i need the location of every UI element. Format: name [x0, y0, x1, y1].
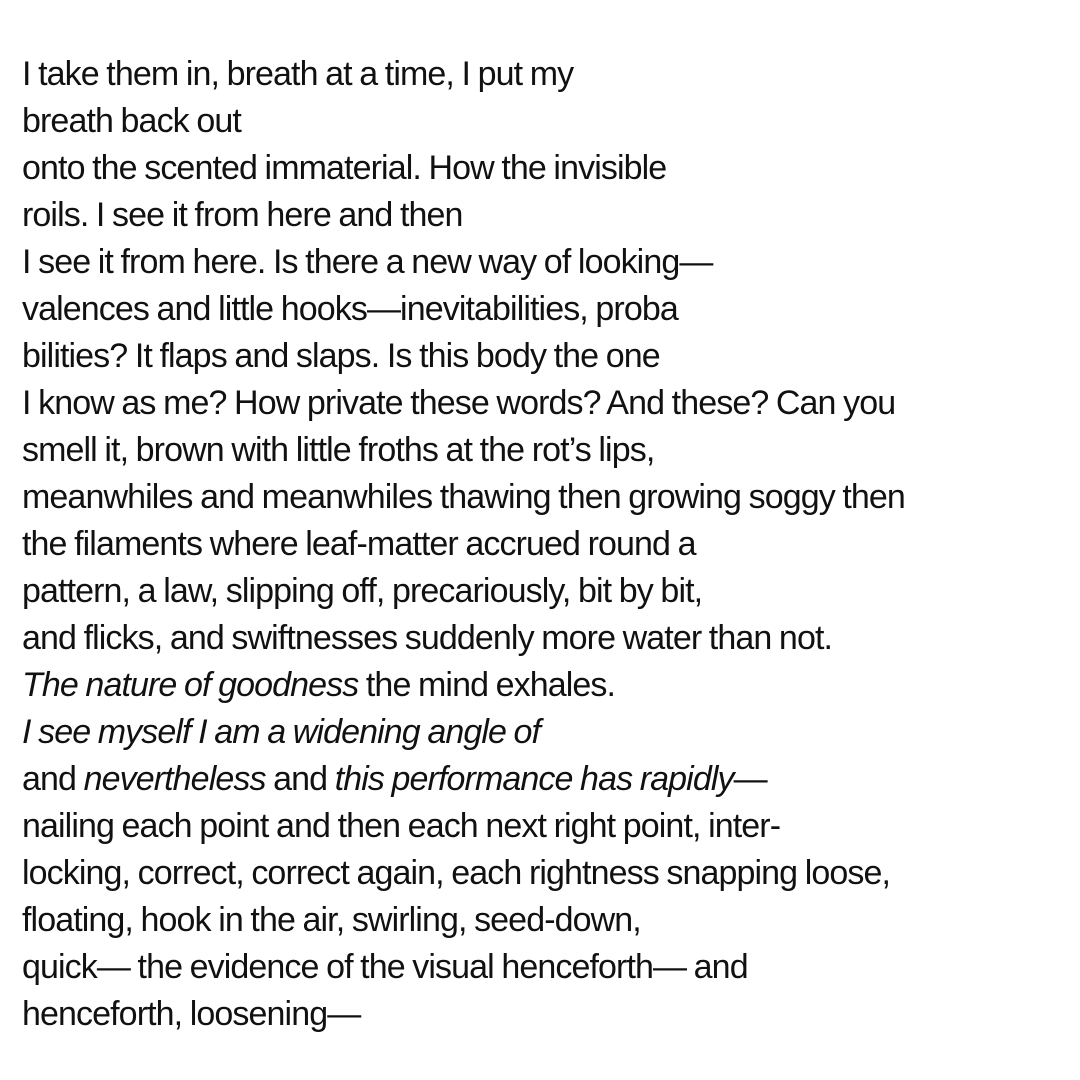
poem-line — [22, 756, 1072, 803]
poem-line — [22, 98, 1072, 145]
poem-segment: quick— the evidence of the visual henceforth— and — [22, 948, 748, 986]
poem-segment: pattern, a law, slipping off, precariously, bit by bit, — [22, 572, 703, 610]
poem-line — [22, 709, 1072, 756]
poem-line — [22, 239, 1072, 286]
poem-text — [22, 51, 1072, 1038]
poem-line — [22, 521, 1072, 568]
poem-line — [22, 333, 1072, 380]
poem-line — [22, 897, 1072, 944]
poem-line — [22, 662, 1072, 709]
poem-line — [22, 380, 1072, 427]
poem-line — [22, 568, 1072, 615]
poem-segment: smell it, brown with little froths at the rot’s lips, — [22, 431, 655, 469]
poem-segment: breath back out — [22, 102, 241, 140]
poem-segment: and — [22, 760, 84, 798]
poem-line — [22, 192, 1072, 239]
poem-line — [22, 145, 1072, 192]
poem-segment-italic: this performance has rapidly — [334, 760, 734, 798]
poem-segment-italic: nevertheless — [83, 760, 266, 798]
poem-segment: bilities? It flaps and slaps. Is this body the one — [22, 337, 660, 375]
poem-segment-italic: The nature of goodness — [22, 666, 359, 704]
poem-segment: I know as me? How private these words? And these? Can you — [22, 384, 896, 422]
poem-segment: floating, hook in the air, swirling, seed-down, — [22, 901, 641, 939]
poem-segment: onto the scented immaterial. How the invisible — [22, 149, 667, 187]
poem-segment: meanwhiles and meanwhiles thawing then growing soggy then — [22, 478, 905, 516]
poem-line — [22, 286, 1072, 333]
poem-segment: roils. I see it from here and then — [22, 196, 463, 234]
poem-segment: nailing each point and then each next right point, inter- — [22, 807, 781, 845]
poem-segment: henceforth, loosening— — [22, 995, 361, 1033]
poem-line — [22, 850, 1072, 897]
poem-line — [22, 803, 1072, 850]
poem-segment: I take them in, breath at a time, I put my — [22, 55, 574, 93]
poem-line — [22, 51, 1072, 98]
poem-segment: the mind exhales. — [358, 666, 616, 704]
poem-segment: and — [265, 760, 335, 798]
poem-line — [22, 991, 1072, 1038]
poem-segment: locking, correct, correct again, each rightness snapping loose, — [22, 854, 891, 892]
poem-line — [22, 474, 1072, 521]
poem-segment: — — [733, 760, 767, 798]
poem-line — [22, 615, 1072, 662]
poem-segment: the filaments where leaf-matter accrued round a — [22, 525, 696, 563]
poem-segment: I see it from here. Is there a new way of looking— — [22, 243, 713, 281]
poem-segment: and flicks, and swiftnesses suddenly more water than not. — [22, 619, 833, 657]
poem-line — [22, 944, 1072, 991]
poem-line — [22, 427, 1072, 474]
poem-segment-italic: I see myself I am a widening angle of — [22, 713, 541, 751]
poem-segment: valences and little hooks—inevitabilities, proba — [22, 290, 678, 328]
